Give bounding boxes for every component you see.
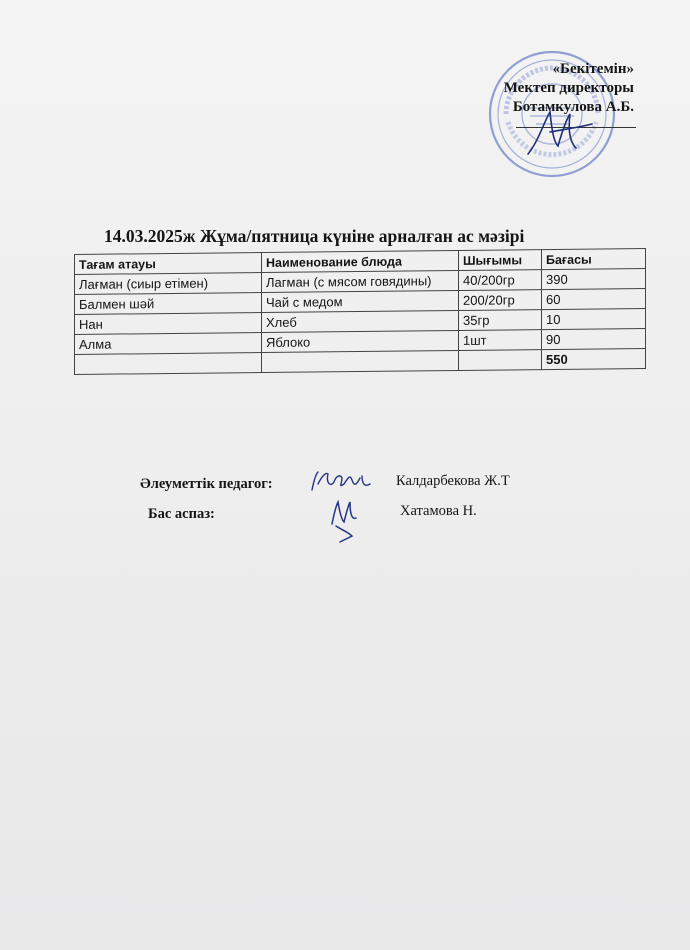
header-yield: Шығымы — [459, 250, 542, 271]
cell-empty — [75, 353, 262, 375]
menu-title: 14.03.2025ж Жұма/пятница күніне арналған ас мәзірі — [104, 226, 525, 246]
cell-dish-ru: Лагман (с мясом говядины) — [262, 270, 459, 292]
chef-name: Хатамова Н. — [400, 503, 477, 519]
cell-yield: 40/200гр — [459, 270, 542, 291]
cell-yield: 200/20гр — [459, 290, 542, 311]
approval-line-3: Ботамкулова А.Б. — [512, 99, 634, 115]
chef-label: Бас аспаз: — [148, 506, 215, 522]
cell-price: 10 — [542, 309, 646, 330]
social-pedagogue-name: Калдарбекова Ж.Т — [396, 473, 510, 489]
header-dish-ru: Наименование блюда — [262, 250, 459, 272]
cell-dish-ru: Чай с медом — [262, 290, 459, 312]
approval-line-1: «Бекітемін» — [552, 61, 634, 77]
cell-price: 90 — [542, 329, 646, 350]
cell-price: 60 — [542, 289, 646, 310]
cell-dish-kz: Алма — [75, 333, 262, 355]
chef-signature — [326, 496, 360, 544]
cell-dish-kz: Нан — [75, 313, 262, 335]
cell-dish-ru: Хлеб — [262, 310, 459, 332]
header-dish-kz: Тағам атауы — [75, 253, 262, 275]
cell-dish-kz: Лағман (сиыр етімен) — [75, 273, 262, 295]
approval-line-2: Мектеп директоры — [503, 80, 634, 96]
cell-total-price: 550 — [542, 349, 646, 370]
social-pedagogue-label: Әлеуметтік педагог: — [140, 476, 273, 492]
cell-dish-ru: Яблоко — [262, 330, 459, 352]
cell-empty — [262, 350, 459, 372]
cell-yield: 35гр — [459, 310, 542, 331]
cell-dish-kz: Балмен шәй — [75, 293, 262, 315]
director-signature — [520, 102, 600, 162]
menu-table — [74, 248, 646, 375]
cell-empty — [459, 350, 542, 371]
social-pedagogue-signature — [308, 466, 374, 498]
header-price: Бағасы — [542, 249, 646, 270]
cell-yield: 1шт — [459, 330, 542, 351]
cell-price: 390 — [542, 269, 646, 290]
